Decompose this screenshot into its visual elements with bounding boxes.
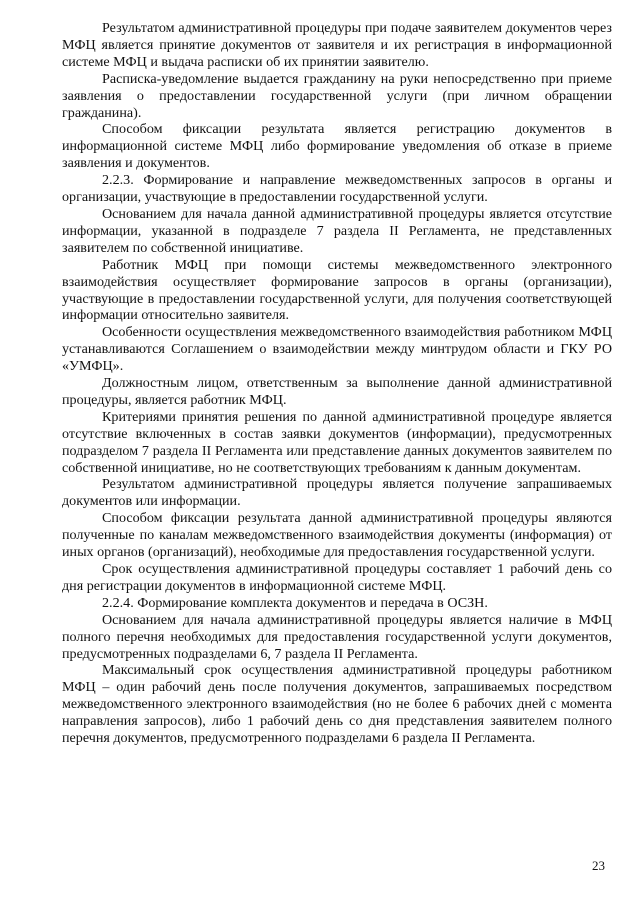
section-heading-2-2-4: 2.2.4. Формирование комплекта документов и передача в ОСЗН. [102,594,488,611]
section-heading-2-2-3: 2.2.3. Формирование и направление межведомственных запросов в органы и организации, участвующие в предоставлении государственной услуги. [62,172,612,206]
paragraph-9: Критериями принятия решения по данной административной процедуре является отсутствие включенных в состав заявки документов (информации), предусмотренных подразделом 7 раздела II Регламента или представление данных документов заявителем по собственной инициативе, но не соответствующих требованиям к данным документам. [62,408,612,476]
paragraph-6: Работник МФЦ при помощи системы межведомственного электронного взаимодействия осуществляет формирование запросов в органы (организации), участвующие в предоставлении государственной услуги, для получения соответствующей информации относительно заявителя. [62,256,612,324]
paragraph-2: Расписка-уведомление выдается гражданину на руки непосредственно при приеме заявления о предоставлении государственной услуги (при личном обращении гражданина). [62,70,612,121]
paragraph-8: Должностным лицом, ответственным за выполнение данной административной процедуры, является работник МФЦ. [62,375,612,408]
paragraph-12: Срок осуществления административной процедуры составляет 1 рабочий день со дня регистрации документов в информационной системе МФЦ. [62,561,612,594]
page-number: 23 [592,858,605,873]
paragraph-7: Особенности осуществления межведомственного взаимодействия работником МФЦ устанавливаются Соглашением о взаимодействии между минтрудом области и ГКУ РО «УМФЦ». [62,324,612,375]
paragraph-15: Максимальный срок осуществления административной процедуры работником МФЦ – один рабочий день после получения документов, запрашиваемых посредством межведомственного электронного взаимодействия (но не более 6 рабочих дней с момента направления запросов), либо 1 рабочий день со дня представления заявителем полного перечня документов, предусмотренного подразделами 6 раздела II Регламента. [62,662,612,747]
paragraph-14: Основанием для начала административной процедуры является наличие в МФЦ полного перечня необходимых для предоставления государственной услуги документов, предусмотренных подразделами 6, 7 раздела II Регламента. [62,611,612,662]
paragraph-11: Способом фиксации результата данной административной процедуры являются полученные по каналам межведомственного взаимодействия документы (информация) от иных органов (организаций), необходимые для предоставления государственной услуги. [62,510,612,561]
paragraph-5: Основанием для начала данной административной процедуры является отсутствие информации, указанной в подразделе 7 раздела II Регламента, не представленных заявителем по собственной инициативе. [62,205,612,256]
paragraph-3: Способом фиксации результата является регистрацию документов в информационной системе МФЦ либо формирование уведомления об отказе в приеме заявления и документов. [62,121,612,172]
paragraph-1: Результатом административной процедуры при подаче заявителем документов через МФЦ является принятие документов от заявителя и их регистрация в информационной системе МФЦ и выдача расписки об их принятии заявителю. [62,20,612,70]
paragraph-10: Результатом административной процедуры является получение запрашиваемых документов или информации. [62,476,612,510]
document-page [62,20,612,747]
